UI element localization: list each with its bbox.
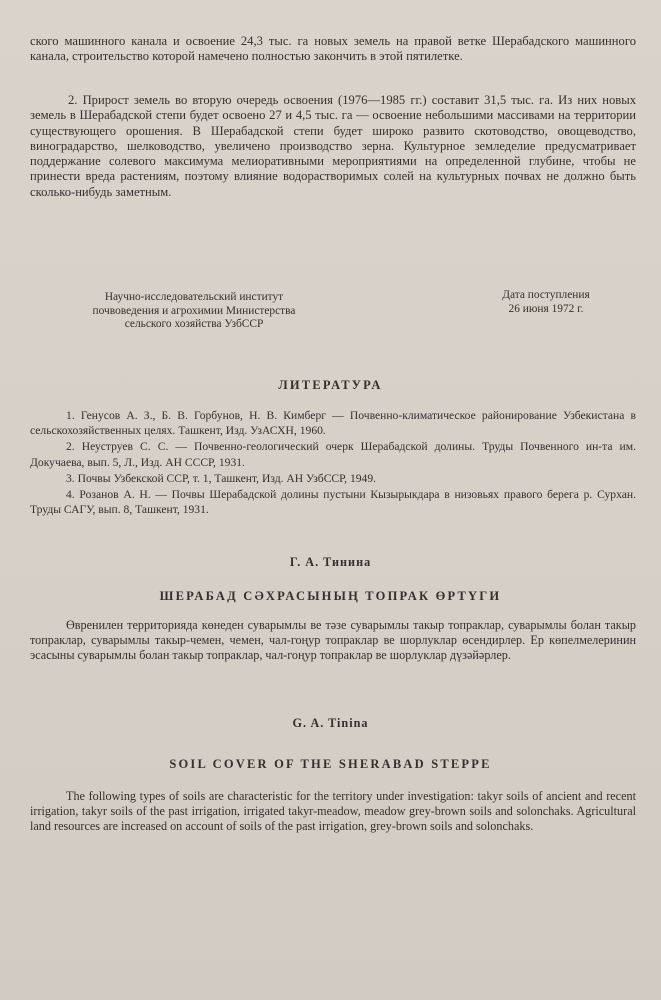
- reference-item: 2. Неуструев С. С. — Почвенно-геологический очерк Шерабадской долины. Труды Почвенного ин-та им. Докучаева, вып. 5, Л., Изд. АН СССР, 1931.: [30, 440, 636, 469]
- reference-item: 1. Генусов А. З., Б. В. Горбунов, Н. В. Кимберг — Почвенно-климатическое районирование Узбекистана в сельскохозяйственных целях. Ташкент, Изд. УзАСХН, 1960.: [30, 409, 636, 438]
- uzbek-abstract: Өвренилен территорияда көнеден суварымлы ве тәзе суварымлы такыр топраклар, суварымлы болан такыр топраклар, суварымлы такыр-чемен, чемен, чал-гоңур топраклар ве шорлуклар өсендирлер. Ер көпелмелеринин эсасыны суварымлы болан такыр топраклар, чал-гоңур топраклар ве шорлуклар дүзәйәрлер.: [30, 618, 636, 662]
- reference-item: 3. Почвы Узбекской ССР, т. 1, Ташкент, Изд. АН УзбССР, 1949.: [66, 471, 377, 485]
- uzbek-title: ШЕРАБАД СӘХРАСЫНЫҢ ТОПРАК ӨРТҮГИ: [159, 589, 502, 603]
- reference-item: 4. Розанов А. Н. — Почвы Шерабадской долины пустыни Кызырыкдара в низовьях правого берега р. Сурхан. Труды САГУ, вып. 8, Ташкент, 1931.: [30, 488, 636, 517]
- affiliation: Научно-исследовательский институт почвоведения и агрохимии Министерства сельского хозяйства УзбССР: [92, 291, 296, 330]
- english-author: G. A. Tinina: [292, 716, 369, 730]
- continuation-paragraph: ского машинного канала и освоение 24,3 тыс. га новых земель на правой ветке Шерабадского машинного канала, строительство которой намечено полностью закончить в этой пятилетке.: [30, 34, 636, 64]
- english-abstract: The following types of soils are characteristic for the territory under investigation: takyr soils of ancient and recent irrigation, takyr soils of the past irrigation, irrigated takyr-meadow, meadow grey-brown soils and solonchaks. Agricultural land resources are increased on account of soils of the past irrigation, grey-brown soils and solonchaks.: [30, 789, 636, 833]
- reference-list: [30, 408, 636, 518]
- uzbek-author: Г. А. Тинина: [289, 555, 372, 569]
- paragraph-2: 2. Прирост земель во вторую очередь освоения (1976—1985 гг.) составит 31,5 тыс. га. Из них новых земель в Шерабадской степи будет освоено 27 и 4,5 тыс. га — освоение небольшими массивами на территории существующего орошения. В Шерабадской степи будет широко развито скотоводство, овощеводство, виноградарство, шелководство, увеличено производство зерна. Культурное земледелие предусматривает поддержание солевого максимума мелиоративными мероприятиями на определенной глубине, чтобы не принести вреда растениям, поэтому влияние водорастворимых солей на культурных почвах не должно быть сколько-нибудь заметным.: [30, 93, 636, 199]
- literature-heading: ЛИТЕРАТУРА: [278, 378, 383, 392]
- received-date: Дата поступления 26 июня 1972 г.: [502, 289, 590, 315]
- english-title: SOIL COVER OF THE SHERABAD STEPPE: [169, 757, 492, 771]
